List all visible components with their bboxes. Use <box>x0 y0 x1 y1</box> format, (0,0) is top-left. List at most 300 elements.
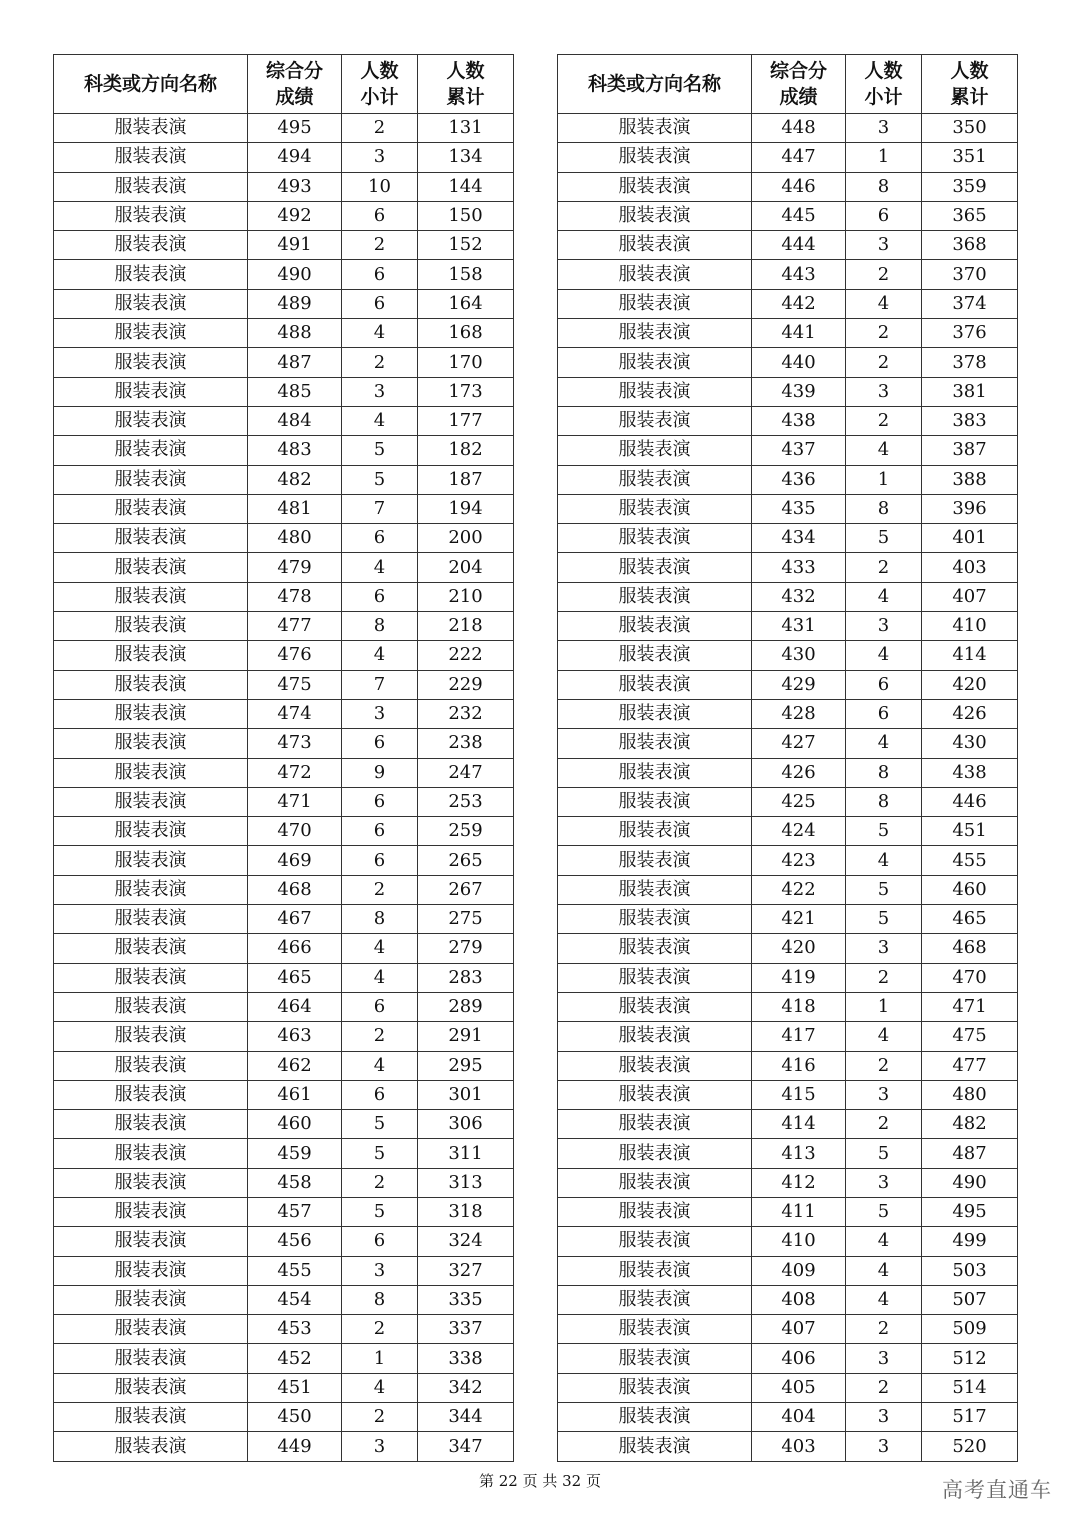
cell-name: 服装表演 <box>558 1139 752 1168</box>
cell-count: 1 <box>846 143 922 172</box>
table-row <box>54 494 514 523</box>
cell-count: 3 <box>846 377 922 406</box>
table-row <box>558 963 1018 992</box>
header-score: 综合分 成绩 <box>248 55 342 114</box>
table-row <box>54 1197 514 1226</box>
table-row <box>558 934 1018 963</box>
table-row <box>54 143 514 172</box>
cell-score: 413 <box>752 1139 846 1168</box>
cell-count: 1 <box>846 992 922 1021</box>
table-row <box>54 1051 514 1080</box>
header-name: 科类或方向名称 <box>54 55 248 114</box>
cell-count: 4 <box>342 553 418 582</box>
cell-count: 6 <box>846 699 922 728</box>
cell-count: 5 <box>342 1197 418 1226</box>
cell-name: 服装表演 <box>558 319 752 348</box>
cell-cumulative: 170 <box>418 348 514 377</box>
cell-score: 445 <box>752 201 846 230</box>
cell-cumulative: 376 <box>922 319 1018 348</box>
cell-score: 484 <box>248 406 342 435</box>
cell-name: 服装表演 <box>54 231 248 260</box>
cell-cumulative: 283 <box>418 963 514 992</box>
table-row <box>54 905 514 934</box>
cell-count: 5 <box>342 1139 418 1168</box>
cell-name: 服装表演 <box>558 1432 752 1461</box>
table-row <box>54 319 514 348</box>
table-body-right <box>558 114 1018 1462</box>
cell-score: 411 <box>752 1197 846 1226</box>
cell-cumulative: 337 <box>418 1315 514 1344</box>
cell-name: 服装表演 <box>558 787 752 816</box>
cell-cumulative: 517 <box>922 1403 1018 1432</box>
cell-score: 410 <box>752 1227 846 1256</box>
cell-cumulative: 365 <box>922 201 1018 230</box>
table-row <box>54 934 514 963</box>
cell-cumulative: 295 <box>418 1051 514 1080</box>
cell-name: 服装表演 <box>558 465 752 494</box>
table-row <box>558 348 1018 377</box>
cell-count: 4 <box>342 641 418 670</box>
cell-score: 430 <box>752 641 846 670</box>
cell-score: 458 <box>248 1168 342 1197</box>
cell-name: 服装表演 <box>558 553 752 582</box>
cell-cumulative: 477 <box>922 1051 1018 1080</box>
cell-score: 428 <box>752 699 846 728</box>
cell-cumulative: 187 <box>418 465 514 494</box>
cell-count: 5 <box>846 817 922 846</box>
table-row <box>558 465 1018 494</box>
table-header-row <box>558 55 1018 114</box>
cell-score: 417 <box>752 1022 846 1051</box>
cell-count: 3 <box>846 1168 922 1197</box>
cell-cumulative: 407 <box>922 582 1018 611</box>
cell-name: 服装表演 <box>54 524 248 553</box>
cell-score: 467 <box>248 905 342 934</box>
cell-cumulative: 291 <box>418 1022 514 1051</box>
cell-cumulative: 222 <box>418 641 514 670</box>
cell-score: 482 <box>248 465 342 494</box>
cell-cumulative: 383 <box>922 406 1018 435</box>
table-row <box>558 1403 1018 1432</box>
table-row <box>54 1168 514 1197</box>
cell-score: 419 <box>752 963 846 992</box>
header-count: 人数 小计 <box>342 55 418 114</box>
cell-count: 2 <box>342 1315 418 1344</box>
cell-score: 472 <box>248 758 342 787</box>
cell-cumulative: 173 <box>418 377 514 406</box>
cell-name: 服装表演 <box>558 524 752 553</box>
cell-count: 5 <box>846 524 922 553</box>
cell-cumulative: 426 <box>922 699 1018 728</box>
table-row <box>558 992 1018 1021</box>
cell-cumulative: 410 <box>922 612 1018 641</box>
cell-cumulative: 152 <box>418 231 514 260</box>
cell-count: 2 <box>846 963 922 992</box>
cell-name: 服装表演 <box>558 260 752 289</box>
cell-count: 5 <box>846 1139 922 1168</box>
table-row <box>558 260 1018 289</box>
cell-score: 442 <box>752 289 846 318</box>
cell-name: 服装表演 <box>54 612 248 641</box>
cell-count: 2 <box>342 114 418 143</box>
cell-score: 464 <box>248 992 342 1021</box>
cell-score: 476 <box>248 641 342 670</box>
cell-name: 服装表演 <box>54 465 248 494</box>
cell-count: 4 <box>342 934 418 963</box>
cell-cumulative: 520 <box>922 1432 1018 1461</box>
table-row <box>558 1139 1018 1168</box>
cell-name: 服装表演 <box>558 1285 752 1314</box>
cell-count: 3 <box>846 231 922 260</box>
cell-score: 452 <box>248 1344 342 1373</box>
cell-cumulative: 164 <box>418 289 514 318</box>
cell-score: 471 <box>248 787 342 816</box>
cell-cumulative: 238 <box>418 729 514 758</box>
cell-name: 服装表演 <box>558 1256 752 1285</box>
cell-score: 415 <box>752 1080 846 1109</box>
cell-count: 5 <box>846 905 922 934</box>
cell-count: 2 <box>846 1051 922 1080</box>
cell-name: 服装表演 <box>54 1139 248 1168</box>
cell-count: 6 <box>342 1080 418 1109</box>
cell-cumulative: 324 <box>418 1227 514 1256</box>
cell-score: 440 <box>752 348 846 377</box>
cell-count: 4 <box>846 1227 922 1256</box>
cell-count: 3 <box>846 1080 922 1109</box>
cell-score: 480 <box>248 524 342 553</box>
cell-count: 8 <box>846 787 922 816</box>
cell-count: 6 <box>342 817 418 846</box>
cell-name: 服装表演 <box>54 494 248 523</box>
cell-name: 服装表演 <box>558 758 752 787</box>
cell-cumulative: 289 <box>418 992 514 1021</box>
cell-score: 412 <box>752 1168 846 1197</box>
cell-name: 服装表演 <box>54 377 248 406</box>
table-row <box>54 699 514 728</box>
cell-cumulative: 495 <box>922 1197 1018 1226</box>
cell-cumulative: 480 <box>922 1080 1018 1109</box>
cell-cumulative: 471 <box>922 992 1018 1021</box>
header-count: 人数 小计 <box>846 55 922 114</box>
cell-count: 2 <box>342 875 418 904</box>
cell-name: 服装表演 <box>54 1285 248 1314</box>
cell-name: 服装表演 <box>558 1344 752 1373</box>
cell-name: 服装表演 <box>558 406 752 435</box>
cell-name: 服装表演 <box>54 201 248 230</box>
cell-score: 423 <box>752 846 846 875</box>
cell-score: 463 <box>248 1022 342 1051</box>
cell-name: 服装表演 <box>54 143 248 172</box>
table-row <box>558 1285 1018 1314</box>
cell-name: 服装表演 <box>558 494 752 523</box>
cell-score: 475 <box>248 670 342 699</box>
cell-name: 服装表演 <box>558 1197 752 1226</box>
table-row <box>558 524 1018 553</box>
cell-name: 服装表演 <box>54 260 248 289</box>
cell-name: 服装表演 <box>558 905 752 934</box>
cell-count: 4 <box>846 846 922 875</box>
cell-cumulative: 335 <box>418 1285 514 1314</box>
cell-count: 3 <box>342 1256 418 1285</box>
cell-cumulative: 388 <box>922 465 1018 494</box>
cell-cumulative: 499 <box>922 1227 1018 1256</box>
cell-name: 服装表演 <box>54 787 248 816</box>
cell-score: 420 <box>752 934 846 963</box>
cell-count: 6 <box>342 992 418 1021</box>
cell-count: 2 <box>342 1168 418 1197</box>
cell-cumulative: 359 <box>922 172 1018 201</box>
cell-name: 服装表演 <box>54 992 248 1021</box>
cell-name: 服装表演 <box>558 348 752 377</box>
cell-cumulative: 318 <box>418 1197 514 1226</box>
cell-cumulative: 514 <box>922 1373 1018 1402</box>
cell-name: 服装表演 <box>558 817 752 846</box>
cell-count: 2 <box>846 406 922 435</box>
cell-name: 服装表演 <box>54 172 248 201</box>
cell-name: 服装表演 <box>558 114 752 143</box>
cell-count: 4 <box>846 1256 922 1285</box>
cell-name: 服装表演 <box>54 670 248 699</box>
cell-score: 434 <box>752 524 846 553</box>
cell-count: 4 <box>846 1022 922 1051</box>
cell-score: 404 <box>752 1403 846 1432</box>
cell-name: 服装表演 <box>558 875 752 904</box>
table-row <box>54 1432 514 1461</box>
table-row <box>54 406 514 435</box>
table-row <box>54 612 514 641</box>
cell-name: 服装表演 <box>54 875 248 904</box>
cell-name: 服装表演 <box>54 553 248 582</box>
cell-cumulative: 267 <box>418 875 514 904</box>
cell-cumulative: 247 <box>418 758 514 787</box>
cell-score: 457 <box>248 1197 342 1226</box>
table-row <box>558 699 1018 728</box>
cell-count: 7 <box>342 494 418 523</box>
cell-count: 2 <box>342 1022 418 1051</box>
cell-score: 447 <box>752 143 846 172</box>
table-row <box>558 377 1018 406</box>
cell-cumulative: 370 <box>922 260 1018 289</box>
cell-count: 4 <box>846 289 922 318</box>
cell-cumulative: 368 <box>922 231 1018 260</box>
table-row <box>54 260 514 289</box>
header-cumulative: 人数 累计 <box>418 55 514 114</box>
cell-cumulative: 279 <box>418 934 514 963</box>
cell-cumulative: 396 <box>922 494 1018 523</box>
cell-count: 2 <box>342 1403 418 1432</box>
cell-name: 服装表演 <box>54 406 248 435</box>
table-row <box>54 524 514 553</box>
table-row <box>558 846 1018 875</box>
cell-score: 489 <box>248 289 342 318</box>
table-row <box>558 1080 1018 1109</box>
cell-score: 469 <box>248 846 342 875</box>
cell-count: 3 <box>846 1344 922 1373</box>
cell-score: 414 <box>752 1110 846 1139</box>
cell-name: 服装表演 <box>558 143 752 172</box>
table-row <box>558 231 1018 260</box>
cell-score: 422 <box>752 875 846 904</box>
table-row <box>54 963 514 992</box>
table-header-row <box>54 55 514 114</box>
cell-count: 4 <box>846 436 922 465</box>
cell-cumulative: 150 <box>418 201 514 230</box>
cell-cumulative: 194 <box>418 494 514 523</box>
cell-score: 473 <box>248 729 342 758</box>
cell-count: 2 <box>846 260 922 289</box>
cell-name: 服装表演 <box>558 612 752 641</box>
cell-count: 3 <box>846 114 922 143</box>
cell-name: 服装表演 <box>54 1256 248 1285</box>
cell-cumulative: 182 <box>418 436 514 465</box>
cell-name: 服装表演 <box>54 1403 248 1432</box>
cell-score: 433 <box>752 553 846 582</box>
cell-score: 493 <box>248 172 342 201</box>
cell-cumulative: 338 <box>418 1344 514 1373</box>
cell-cumulative: 509 <box>922 1315 1018 1344</box>
table-row <box>558 1051 1018 1080</box>
table-row <box>558 817 1018 846</box>
cell-cumulative: 451 <box>922 817 1018 846</box>
cell-score: 468 <box>248 875 342 904</box>
cell-score: 485 <box>248 377 342 406</box>
cell-cumulative: 460 <box>922 875 1018 904</box>
table-row <box>54 1256 514 1285</box>
cell-name: 服装表演 <box>54 1051 248 1080</box>
cell-score: 425 <box>752 787 846 816</box>
cell-name: 服装表演 <box>558 1227 752 1256</box>
cell-name: 服装表演 <box>54 1373 248 1402</box>
cell-count: 8 <box>342 1285 418 1314</box>
cell-count: 1 <box>342 1344 418 1373</box>
cell-score: 459 <box>248 1139 342 1168</box>
cell-count: 2 <box>342 231 418 260</box>
cell-count: 6 <box>342 787 418 816</box>
cell-cumulative: 204 <box>418 553 514 582</box>
cell-cumulative: 468 <box>922 934 1018 963</box>
table-row <box>558 905 1018 934</box>
cell-cumulative: 470 <box>922 963 1018 992</box>
cell-cumulative: 455 <box>922 846 1018 875</box>
cell-name: 服装表演 <box>558 1315 752 1344</box>
table-row <box>54 201 514 230</box>
cell-cumulative: 381 <box>922 377 1018 406</box>
cell-score: 478 <box>248 582 342 611</box>
table-row <box>54 817 514 846</box>
cell-cumulative: 177 <box>418 406 514 435</box>
cell-score: 421 <box>752 905 846 934</box>
cell-score: 490 <box>248 260 342 289</box>
table-row <box>558 641 1018 670</box>
table-row <box>558 1110 1018 1139</box>
cell-score: 477 <box>248 612 342 641</box>
cell-score: 406 <box>752 1344 846 1373</box>
cell-cumulative: 253 <box>418 787 514 816</box>
cell-score: 474 <box>248 699 342 728</box>
cell-count: 2 <box>846 1110 922 1139</box>
cell-score: 405 <box>752 1373 846 1402</box>
cell-name: 服装表演 <box>558 992 752 1021</box>
table-row <box>558 289 1018 318</box>
cell-cumulative: 313 <box>418 1168 514 1197</box>
table-row <box>54 553 514 582</box>
cell-score: 450 <box>248 1403 342 1432</box>
cell-cumulative: 378 <box>922 348 1018 377</box>
cell-name: 服装表演 <box>558 963 752 992</box>
cell-cumulative: 232 <box>418 699 514 728</box>
cell-count: 1 <box>846 465 922 494</box>
table-row <box>54 670 514 699</box>
table-row <box>558 1168 1018 1197</box>
cell-cumulative: 512 <box>922 1344 1018 1373</box>
cell-score: 418 <box>752 992 846 1021</box>
cell-count: 8 <box>846 758 922 787</box>
cell-count: 2 <box>846 319 922 348</box>
cell-name: 服装表演 <box>54 348 248 377</box>
cell-score: 416 <box>752 1051 846 1080</box>
table-row <box>54 787 514 816</box>
cell-cumulative: 438 <box>922 758 1018 787</box>
cell-name: 服装表演 <box>54 1197 248 1226</box>
cell-cumulative: 144 <box>418 172 514 201</box>
cell-score: 403 <box>752 1432 846 1461</box>
cell-score: 454 <box>248 1285 342 1314</box>
table-row <box>54 729 514 758</box>
cell-name: 服装表演 <box>54 114 248 143</box>
cell-score: 438 <box>752 406 846 435</box>
cell-count: 6 <box>846 201 922 230</box>
cell-name: 服装表演 <box>54 758 248 787</box>
cell-score: 432 <box>752 582 846 611</box>
cell-score: 448 <box>752 114 846 143</box>
cell-score: 479 <box>248 553 342 582</box>
cell-score: 443 <box>752 260 846 289</box>
cell-cumulative: 387 <box>922 436 1018 465</box>
cell-score: 441 <box>752 319 846 348</box>
cell-name: 服装表演 <box>54 729 248 758</box>
cell-count: 3 <box>846 934 922 963</box>
cell-cumulative: 200 <box>418 524 514 553</box>
table-row <box>54 114 514 143</box>
table-row <box>54 1373 514 1402</box>
cell-count: 3 <box>342 1432 418 1461</box>
cell-count: 2 <box>846 1315 922 1344</box>
table-row <box>54 641 514 670</box>
cell-count: 4 <box>846 729 922 758</box>
cell-cumulative: 482 <box>922 1110 1018 1139</box>
cell-name: 服装表演 <box>558 1373 752 1402</box>
cell-cumulative: 475 <box>922 1022 1018 1051</box>
cell-score: 491 <box>248 231 342 260</box>
cell-count: 5 <box>846 875 922 904</box>
score-table-right <box>557 54 1018 1462</box>
header-name: 科类或方向名称 <box>558 55 752 114</box>
table-row <box>54 1110 514 1139</box>
cell-count: 8 <box>846 494 922 523</box>
cell-score: 407 <box>752 1315 846 1344</box>
cell-score: 439 <box>752 377 846 406</box>
cell-count: 2 <box>846 553 922 582</box>
cell-count: 4 <box>846 1285 922 1314</box>
cell-cumulative: 327 <box>418 1256 514 1285</box>
cell-cumulative: 265 <box>418 846 514 875</box>
table-row <box>558 670 1018 699</box>
watermark-text: 高考直通车 <box>942 1478 1052 1502</box>
cell-name: 服装表演 <box>558 1168 752 1197</box>
cell-score: 427 <box>752 729 846 758</box>
cell-cumulative: 507 <box>922 1285 1018 1314</box>
cell-count: 7 <box>342 670 418 699</box>
